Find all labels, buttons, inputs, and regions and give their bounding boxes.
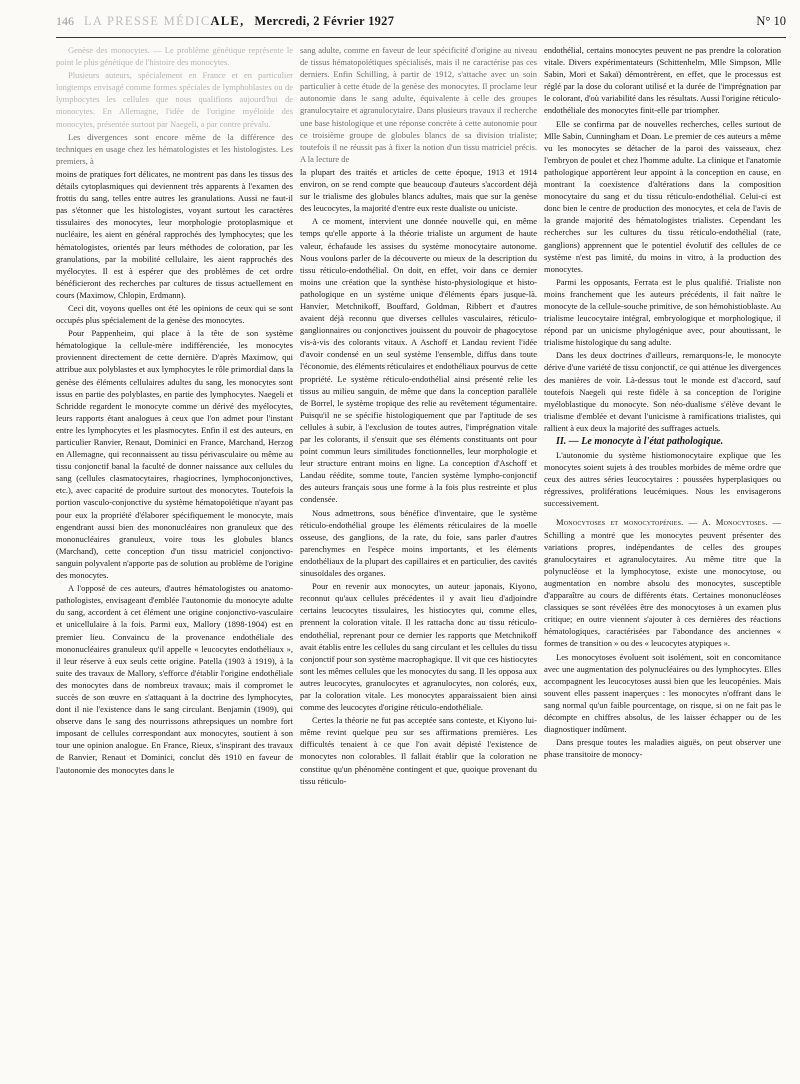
article-paragraph: Les divergences sont encore même de la différence des techniques en usage chez les hématologistes et les histologistes. Les premiers, à (56, 131, 293, 166)
subsection-paragraph (544, 516, 781, 649)
article-paragraph: Parmi les opposants, Ferrata est le plus qualifié. Trialiste non moins franchement que les auteurs précédents, il fait naître le monocyte de la cellule-souche primitive, de son hémohistioblaste. Au trialisme leucocytaire intégral, embryologique et morphologique, il répond par un unicisme phylogénique avec, pour aboutissant, le trialisme histologique du sang adulte. (544, 276, 781, 348)
article-paragraph: Certes la théorie ne fut pas acceptée sans conteste, et Kiyono lui-même revint quelque peu sur ses affirmations premières. Les difficultés tenaient à ce que l'on avait dépisté l'existence de monocytes non colorables. Il fallait établir que la coloration ne constitue qu'un phénomène contingent et que, quoique provenant du tissu réticulo- (300, 715, 537, 786)
article-paragraph: Dans les deux doctrines d'ailleurs, remarquons-le, le monocyte dérive d'une variété de tissu conjonctif, ce qui atténue les divergences des manières de voir. Là-dessus tout le monde est d'accord, sauf toutefois Naegeli qui reste fidèle à sa conception de l'origine myéloblastique du monocyte. Son néo-dualisme s'élève devant le trialisme d'emblée et devant l'unicisme à ramifications trialistes, qui rallient à eux deux la majorité des suffrages actuels. (544, 350, 781, 433)
section-heading-text: II. — Le monocyte à l'état pathologique. (556, 436, 724, 447)
header-left (56, 14, 713, 29)
article-paragraph: Ceci dit, voyons quelles ont été les opinions de ceux qui se sont occupés plus spécialement de la genèse des monocytes. (56, 302, 293, 326)
page-header (56, 14, 786, 38)
issue-number: N° 10 (756, 14, 786, 28)
article-paragraph: endothélial, certains monocytes peuvent ne pas prendre la coloration vitale. Divers expérimentateurs (Schittenhelm, Mlle Simpson, Mlle Sabin, Mori et Sakaï) démontrèrent, en effet, que le processus est réglé par la dose du colorant utilisé et la durée de l'imprégnation par le colorant, d'où variabilité dans les résultats. Aussi l'origine réticulo-endothéliale des monocytes finit-elle par triompher. (544, 45, 781, 116)
issue-date: Mercredi, 2 Février 1927 (254, 14, 395, 28)
journal-title-faded: LA PRESSE MÉDIC (84, 14, 211, 28)
column-1 (56, 44, 293, 1084)
article-paragraph: Dans presque toutes les maladies aiguës, on peut observer une phase transitoire de monocy- (544, 737, 781, 760)
article-paragraph: Plusieurs auteurs, spécialement en France et en particulier longtemps envisagé comme formes spéciales de lymphoblastes ou de lymphocytes les cellules que nous qualifions aujourd'hui de monocytes. En Allemagne, l'idée de l'origine myéloïde des monocytes, présentée surtout par Naegeli, a par contre prévalu. (56, 70, 293, 129)
article-paragraph: moins de pratiques fort délicates, ne montrent pas dans les tissus des détails cytoplasmiques qui deviennent très apparents à l'examen des frottis du sang, telles entre autres les granulations. Aussi ne faut-il pas s'étonner que les histologistes, voyant surtout les caractères tissulaires des monocytes, leur morphologie protoplasmique et nucléaire, les aient en général rapprochés des lymphocytes; que les hématologistes, orientés par leurs méthodes de coloration, par les granulations, par la mobilité cellulaire, les aient rapprochés des myélocytes. Il est à espérer que des problèmes de cet ordre bénéficieront des recherches par cultures de tissus actuellement en cours (Maximow, Chlopin, Erdmann). (56, 168, 293, 300)
article-paragraph: Pour Pappenheim, qui place à la tête de son système hématologique la cellule-mère indifférenciée, les monocytes proviennent directement de cette dernière. D'après Maximow, qui attribue aux polyblastes et aux lymphocytes le rôle primordial dans la genèse des éléments cellulaires adultes du sang, les monocytes sont issus en partie des polyblastes, en partie des lymphocytes. Naegeli et Schridde regardent le monocyte comme un dérivé des myélocytes, leurs rapports étant analogues à ceux que l'on admet pour l'instant entre les lymphocytes et les plasmocytes. Enfin il est des auteurs, en particulier Ranvier, Renaut, Dominici en France, Marchand, Herzog en Allemagne, qui reconnaissent au tissu périvasculaire ou même au tissu conjonctif banal la faculté de donner naissance aux cellules du sang (cellules clasmatocytaires, rhagiocrines, lymphoconjonctives, etc.), avec capacité de produire surtout des monocytes. Toutefois la portion vasculo-conjonctive du système hématopoïétique n'ayant pas pour eux la propriété d'élaborer spécifiquement le monocyte, mais engendrant aussi bien des mononucléaires non granuleux que des mononucléaires granuleux, voire tous les globules blancs (Marchand), cette conception d'un tissu matriciel conjonctivo-sanguin polyvalent n'apporte pas de solution au problème de l'origine des monocytes. (56, 328, 293, 581)
article-paragraph: Pour en revenir aux monocytes, un auteur japonais, Kiyono, reconnut qu'aux cellules précédentes il y avait lieu d'adjoindre certains leucocytes tissulaires, les histiocytes qui, comme elles, prennent la coloration vitale. Il les rattacha donc au tissu réticulo-endothélial, reprenant pour ce dernier les rapports que Metchnikoff avait établis entre les cellules du sang circulant et les cellules du tissu conjonctif pour son système macrophagique. Il vit que ces histiocytes sont les mêmes cellules que les monocytes du sang. Il les opposa aux autres leucocytes, granulocytes et agranulocytes, non colorés, eux, par la coloration vitale. Les monocytes apparaissaient bien ainsi comme des leucocytes d'origine réticulo-endothéliale. (300, 581, 537, 713)
subsection-body: — Schilling a montré que les monocytes peuvent présenter des variations propres, indépendantes de celles des groupes granulocytaires et agranulocytaires. Au même titre que la polynucléose et la lymphocytose, existe une monocytose, ou augmentation en nombre absolu des monocytes, susceptible d'apparaître au cours de différents états. Certaines mononucléoses classiques se sont révélées être des monocytoses à un examen plus critique; en outre viennent s'ajouter à ces dernières des réactions hématologiques, caractérisées par l'abondance des anciennes « formes de transition » ou des « leucocytes atypiques ». (544, 517, 781, 649)
journal-title-bold: ALE, (210, 14, 245, 28)
article-paragraph: Genèse des monocytes. — Le problème génétique représente le point le plus génétique de l'histoire des monocytes. (56, 45, 293, 68)
article-paragraph: L'autonomie du système histiomonocytaire explique que les monocytes soient sujets à des troubles morbides de même ordre que ceux des autres séries leucocytaires : poussées hyperplasiques ou régressives, proliférations leucémiques. Nous les envisagerons successivement. (544, 450, 781, 509)
article-paragraph: Les monocytoses évoluent soit isolément, soit en concomitance avec une augmentation des polynucléaires ou des lymphocytes. Elles accompagnent les leucocytoses aussi bien que les leucopénies. Mais souvent elles passent inaperçues : les monocytes n'offrant dans le sang normal qu'un faible pourcentage, on risque, si on ne fait pas le décompte en chiffres absolus, de les laisser échapper ou de les diagnostiquer indûment. (544, 651, 781, 735)
article-paragraph: Elle se confirma par de nouvelles recherches, celles surtout de Mlle Sabin, Cunningham et Doan. Le premier de ces auteurs a même vu les monocytes se détacher de la paroi des vaisseaux, chez l'embryon de poulet et chez l'homme adulte. La clinique et l'anatomie pathologique apportèrent leur appoint à la conception en cause, en montrant la coexistence d'altérations dans la composition monocytaire du sang et du tissu réticulo-endothélial. Celui-ci est donc bien le centre de production des monocytes, et cela de l'avis de la grande majorité des hématologistes trialistes. Cependant les recherches sur les cultures du tissu réticulo-endothélial (rate, ganglions) apprennent que le potentiel évolutif des cellules de ce système n'est pas limité, du moins in vitro, à la production des monocytes. (544, 118, 781, 274)
journal-title (84, 14, 245, 29)
article-paragraph: Nous admettrons, sous bénéfice d'inventaire, que le système réticulo-endothélial groupe les éléments réticulaires de la moelle osseuse, des ganglions, de la rate, du foie, sans parler d'autres parenchymes en l'espèce moins importants, et les éléments endothéliaux de la plupart des capillaires et en particulier, des cavités sinusoïdales des organes. (300, 507, 537, 579)
article-paragraph: la plupart des traités et articles de cette époque, 1913 et 1914 environ, on se rend compte que beaucoup d'auteurs s'accordent déjà sur le trialisme des globules blancs adultes, mais que sur la genèse des leucocytes, la majorité d'entre eux reste dualiste ou uniciste. (300, 166, 537, 214)
subsection-runin-heading: Monocytoses et monocytopénies. — A. Monocytoses. (556, 517, 768, 528)
column-2 (300, 44, 537, 1084)
column-3 (544, 44, 781, 1084)
article-paragraph: A l'opposé de ces auteurs, d'autres hématologistes ou anatomo-pathologistes, envisageant d'emblée l'autonomie du monocyte adulte du sang, accordent à cet élément une origine conjonctivo-vasculaire et unicellulaire à la fois. Parmi eux, Mallory (1898-1904) est en premier lieu. Convaincu de la provenance endothéliale des mononucléaires granuleux qu'il appelle « leucocytes endothéliaux », il leur réserve à eux seuls cette origine. Patella (1903 à 1919), à la suite des travaux de Mallory, s'efforce d'établir l'origine endothéliale des monocytes dans de nombreux travaux; mais il compromet le succès de son œuvre en s'attaquant à la doctrine des lymphocytes, dont il nie l'existence dans le sang circulant. Benjamin (1909), qui observe dans le sang des nourrissons athrepsiques un nombre fort imposant de cellules correspondant aux monocytes, soutient à son tour une opinion analogue. En France, Rieux, s'inspirant des travaux de Ranvier, Renaut et Dominici, conclut dès 1910 en faveur de l'autonomie des monocytes dans le (56, 583, 293, 775)
section-heading (544, 435, 781, 448)
page-number: 146 (56, 14, 74, 28)
article-paragraph: sang adulte, comme en faveur de leur spécificité d'origine au niveau de tissus hématopoïétiques spécialisés, mais il ne caractérise pas ces derniers. Enfin Schilling, à partir de 1912, s'attache avec un soin particulier à cette étude de la genèse des monocytes. Il proclame leur autonomie dans le sang adulte, équivalente à celle des groupes granulocytaire et agranulocytaire. Dans plusieurs travaux il recherche une base histologique et une réponse concrète à cette autonomie pour ce troisième groupe de globules blancs de sa division trialiste; toutefois il ne réussit pas à fixer la notion d'un tissu matriciel précis. A la lecture de (300, 45, 537, 164)
article-paragraph: A ce moment, intervient une donnée nouvelle qui, en même temps qu'elle apporte à la théorie trialiste un argument de haute valeur, échafaude les assises du système monocytaire autonome. Nous voulons parler de la découverte ou mieux de la description du tissu réticulo-endothélial. On doit, en effet, voir dans ce dernier moins une création que la synthèse histo-physiologique et histo-pathologique en un système unique d'éléments épars jusque-là. Hanvier, Metchnikoff, Bouffard, Goldman, Ribbert et d'autres avaient déjà reconnu que diverses cellules vasculaires, réticulo-ganglionnaires ou conjonctives jouissent du pouvoir de phagocytose vis-à-vis des colorants vitaux. A Aschoff et Landau revient l'idée d'avoir condensé en un seul système l'ensemble, diffus dans toute l'économie, des éléments réticulaires et endothéliaux pourvus de cette propriété. Le système réticulo-endothélial ainsi présenté relie les tissus au milieu sanguin, de même que dans la conception parallèle de Borrel, le système tropique des relie au revêtement tégumentaire. Puisqu'il ne se spécifie histologiquement que par l'aptitude de ses cellules à subir, à l'exclusion de toutes autres, l'imprégnation vitale par les colorants, il s'ensuit que ses éléments constituants ont pour point commun leurs similitudes fonctionnelles, leur morphologie et leur structure entrant moins en ligne. La conception d'Aschoff et Landau réédite, somme toute, l'ancien système lympho-conjonctif des auteurs français sous une forme à la fois plus restreinte et plus condensée. (300, 216, 537, 505)
text-columns (56, 44, 786, 1084)
